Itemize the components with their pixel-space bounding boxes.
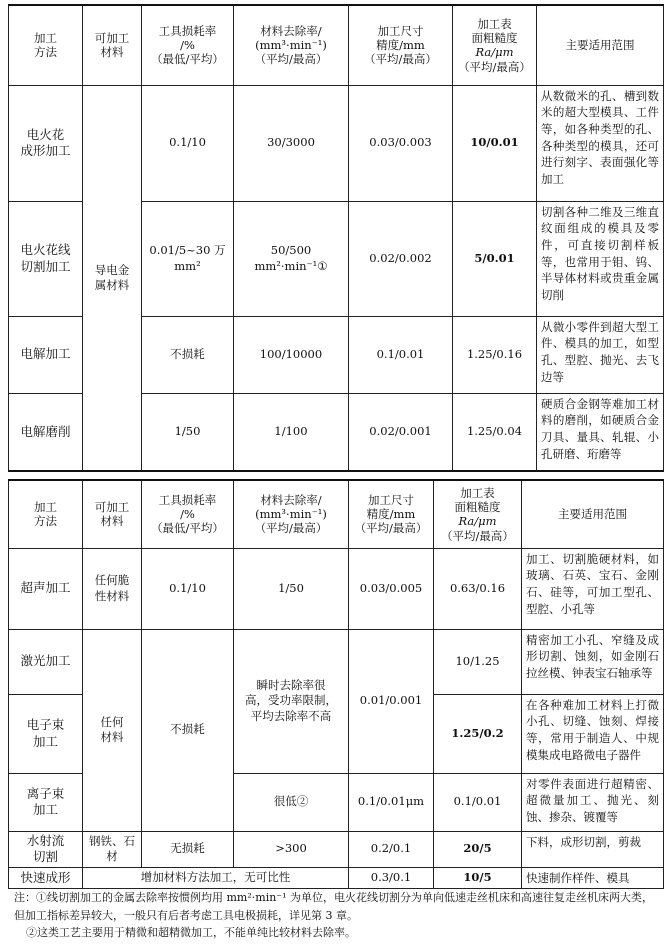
method-cell: 激光加工 <box>9 629 83 694</box>
method-cell: 超声加工 <box>9 548 83 629</box>
removal-rate-cell: >300 <box>234 831 349 867</box>
usage-cell: 下料，成形切割，剪裁 <box>522 831 664 867</box>
roughness-cell: 10/1.25 <box>434 629 522 694</box>
roughness-cell: 10/0.01 <box>453 85 537 201</box>
header-roughness: 加工表 面粗糙度 Ra/μm （平均/最高） <box>453 5 537 85</box>
shared-material-cell: 导电金 属材料 <box>83 85 142 471</box>
header-tool-wear: 工具损耗率 /% （最低/平均） <box>142 480 234 548</box>
method-cell: 电解磨削 <box>9 393 83 471</box>
table-notes <box>14 889 662 942</box>
comparison-table-2 <box>8 479 664 889</box>
tool-wear-cell: 无损耗 <box>142 831 234 867</box>
header-method: 加工 方法 <box>9 480 83 548</box>
accuracy-cell: 0.1/0.01μm <box>349 773 434 831</box>
merged-note-cell: 增加材料方法加工，无可比性 <box>83 867 349 889</box>
accuracy-cell: 0.02/0.002 <box>349 201 453 316</box>
roughness-cell: 0.63/0.16 <box>434 548 522 629</box>
material-cell: 钢铁、石 材 <box>83 831 142 867</box>
table-row <box>9 867 664 889</box>
removal-rate-cell: 瞬时去除率很 高，受功率限制， 平均去除率不高 <box>234 629 349 773</box>
usage-cell: 快速制作样件、模具 <box>522 867 664 889</box>
tool-wear-cell: 0.01/5~30 万 mm² <box>142 201 234 316</box>
comparison-table-1 <box>8 4 664 472</box>
header-removal-rate: 材料去除率/ (mm³·min⁻¹) （平均/最高） <box>234 480 349 548</box>
removal-rate-cell: 50/500 mm²·min⁻¹① <box>234 201 349 316</box>
method-cell: 离子束 加工 <box>9 773 83 831</box>
accuracy-cell: 0.3/0.1 <box>349 867 434 889</box>
accuracy-cell: 0.2/0.1 <box>349 831 434 867</box>
header-accuracy: 加工尺寸 精度/mm （平均/最高） <box>349 5 453 85</box>
roughness-cell: 1.25/0.2 <box>434 694 522 773</box>
removal-rate-cell: 很低② <box>234 773 349 831</box>
accuracy-cell: 0.03/0.005 <box>349 548 434 629</box>
roughness-cell: 1.25/0.04 <box>453 393 537 471</box>
table-row <box>9 548 664 629</box>
usage-cell: 从数微米的孔、槽到数米的超大型模具、工件等，如各种类型的孔、各种类型的模具，还可进行刻字、表面强化等加工 <box>537 85 664 201</box>
method-cell: 快速成形 <box>9 867 83 889</box>
removal-rate-cell: 30/3000 <box>234 85 349 201</box>
roughness-cell: 0.1/0.01 <box>434 773 522 831</box>
note-2: ②这类工艺主要用于精微和超精微加工，不能单纯比较材料去除率。 <box>26 926 356 940</box>
removal-rate-cell: 1/100 <box>234 393 349 471</box>
header-roughness: 加工表 面粗糙度 Ra/μm （平均/最高） <box>434 480 522 548</box>
header-method: 加工 方法 <box>9 5 83 85</box>
accuracy-cell: 0.03/0.003 <box>349 85 453 201</box>
header-usage: 主要适用范围 <box>537 5 664 85</box>
table-row <box>9 831 664 867</box>
table-row <box>9 629 664 694</box>
usage-cell: 在各种难加工材料上打微小孔、切缝、蚀刻、焊接等，常用于制造人、中规模集成电路微电子器件 <box>522 694 664 773</box>
shared-material-cell: 任何 材料 <box>83 629 142 831</box>
usage-cell: 切割各种二维及三维直纹面组成的模具及零件，可直接切割样板等，也常用于钼、钨、半导体材料或贵重金属切削 <box>537 201 664 316</box>
method-cell: 电火花线 切割加工 <box>9 201 83 316</box>
usage-cell: 精密加工小孔、窄缝及成形切割、蚀刻，如金刚石拉丝模、钟表宝石轴承等 <box>522 629 664 694</box>
usage-cell: 加工、切割脆硬材料，如玻璃、石英、宝石、金刚石、硅等，可加工型孔、型腔、小孔等 <box>522 548 664 629</box>
roughness-cell: 1.25/0.16 <box>453 316 537 393</box>
note-1: 注：①线切割加工的金属去除率按惯例均用 mm²·min⁻¹ 为单位，电火花线切割分为单向低速走丝机床和高速往复走丝机床两大类，但加工指标差异较大，一般只有后者考虑工具电极损耗，详见第 3 章。 <box>14 891 654 922</box>
usage-cell: 从微小零件到超大型工件、模具的加工，如型孔、型腔、抛光、去飞边等 <box>537 316 664 393</box>
table-row <box>9 85 664 201</box>
tool-wear-cell: 0.1/10 <box>142 548 234 629</box>
roughness-cell: 20/5 <box>434 831 522 867</box>
method-cell: 电子束 加工 <box>9 694 83 773</box>
tool-wear-cell: 0.1/10 <box>142 85 234 201</box>
usage-cell: 硬质合金钢等难加工材料的磨削，如硬质合金刀具、量具、轧辊、小孔研磨、珩磨等 <box>537 393 664 471</box>
header-material: 可加工 材料 <box>83 5 142 85</box>
header-tool-wear: 工具损耗率 /% （最低/平均） <box>142 5 234 85</box>
removal-rate-cell: 100/10000 <box>234 316 349 393</box>
method-cell: 水射流 切割 <box>9 831 83 867</box>
tool-wear-cell: 1/50 <box>142 393 234 471</box>
accuracy-cell: 0.01/0.001 <box>349 629 434 773</box>
header-usage: 主要适用范围 <box>522 480 664 548</box>
header-accuracy: 加工尺寸 精度/mm （平均/最高） <box>349 480 434 548</box>
header-removal-rate: 材料去除率/ (mm³·min⁻¹) （平均/最高） <box>234 5 349 85</box>
method-cell: 电火花 成形加工 <box>9 85 83 201</box>
accuracy-cell: 0.02/0.001 <box>349 393 453 471</box>
accuracy-cell: 0.1/0.01 <box>349 316 453 393</box>
header-material: 可加工 材料 <box>83 480 142 548</box>
usage-cell: 对零件表面进行超精密、超微量加工、抛光、刻蚀、掺杂、镀覆等 <box>522 773 664 831</box>
material-cell: 任何脆 性材料 <box>83 548 142 629</box>
roughness-cell: 10/5 <box>434 867 522 889</box>
method-cell: 电解加工 <box>9 316 83 393</box>
roughness-cell: 5/0.01 <box>453 201 537 316</box>
tool-wear-cell: 不损耗 <box>142 316 234 393</box>
table1-header-row <box>9 5 664 85</box>
removal-rate-cell: 1/50 <box>234 548 349 629</box>
shared-tool-wear-cell: 不损耗 <box>142 629 234 831</box>
table2-header-row <box>9 480 664 548</box>
